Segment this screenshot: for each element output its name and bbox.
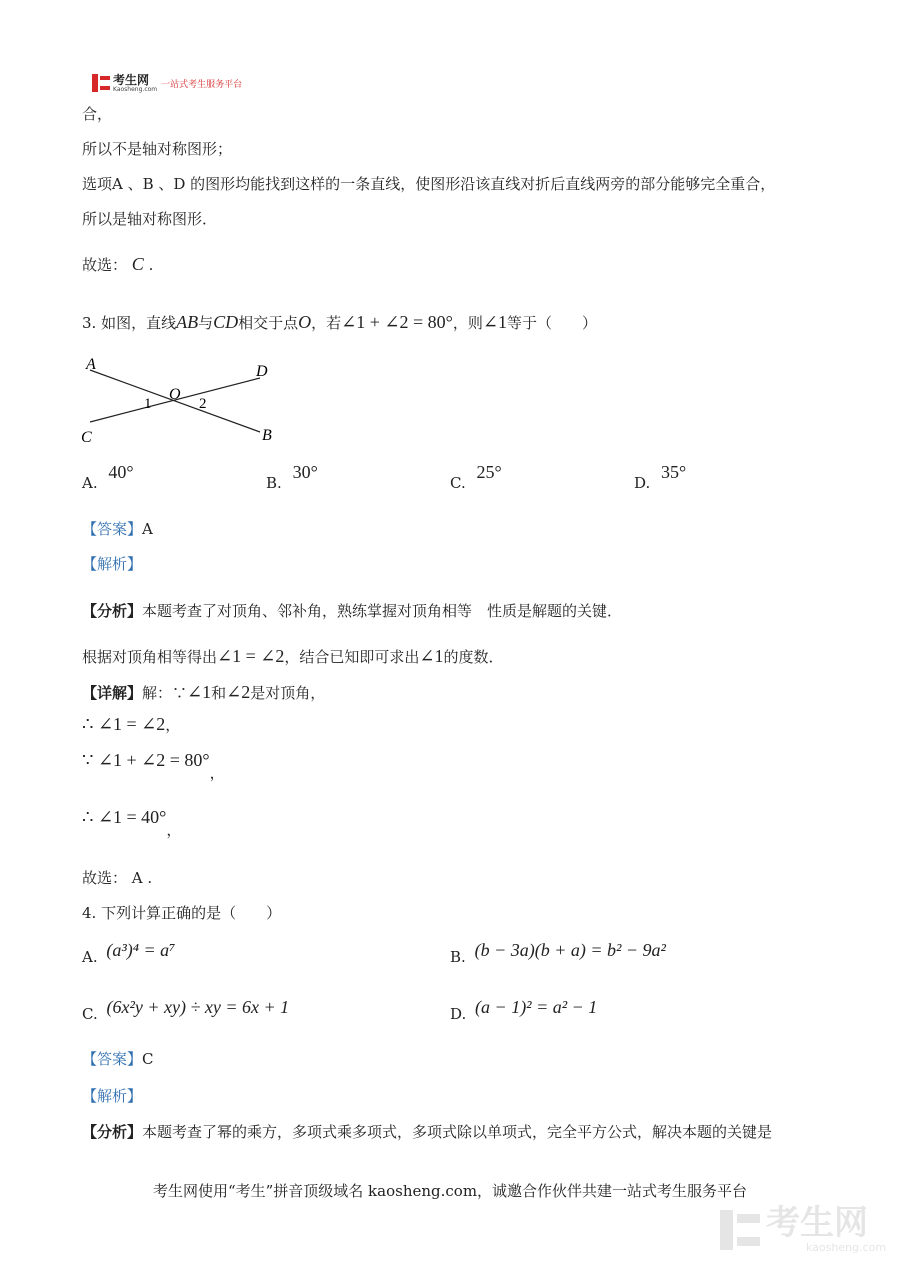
q3-condition: ∠1 + ∠2 = 80°: [341, 312, 453, 332]
q3-analysis-tag: 【解析】: [82, 555, 143, 573]
q4-stem: [82, 903, 281, 923]
q3-figure: [78, 352, 288, 452]
q3-stem-e: ，则: [452, 314, 483, 332]
q4-analysis-tag: 【解析】: [82, 1087, 143, 1105]
q3-stem-b: 与: [198, 314, 214, 332]
watermark-domain: kaosheng.com: [806, 1241, 887, 1254]
label-b: B: [262, 427, 272, 444]
q3-method: [82, 646, 503, 667]
q3-option-b-label: B.: [266, 474, 282, 492]
prev-answer-letter: C: [131, 254, 144, 274]
q3-detail-and: 和: [211, 684, 227, 702]
q3-option-c-label: C.: [450, 474, 466, 492]
q3-method-eq: ∠1 = ∠2: [217, 646, 285, 666]
q3-step-1-end: ，: [165, 716, 181, 734]
label-o: O: [169, 386, 181, 403]
label-c: C: [81, 429, 92, 446]
q3-option-a-label: A.: [82, 474, 98, 492]
q3-o: O: [298, 312, 312, 332]
q3-target: ∠1: [482, 312, 507, 332]
prev-line-3: 选项A 、B 、D 的图形均能找到这样的一条直线，使图形沿该直线对折后直线两旁的部分能够完全重合，: [82, 175, 776, 193]
q3-final: [82, 868, 152, 888]
q3-detail-b: 是对顶角，: [250, 684, 326, 702]
prev-line-1: 合，: [82, 105, 113, 123]
q3-step-2-math: ∵ ∠1 + ∠2 = 80°: [82, 750, 210, 770]
logo-name: 考生网: [113, 72, 150, 87]
footer-text: 考生网使用“考生”拼音顶级域名 kaosheng.com，诚邀合作伙伴共建一站式考生服务平台: [152, 1182, 748, 1200]
q4-option-a-label: A.: [82, 948, 98, 966]
q3-stem-c: 相交于点: [238, 314, 299, 332]
q3-method-target: ∠1: [419, 646, 444, 666]
q3-option-c: [450, 462, 502, 493]
prev-line-4: 所以是轴对称图形．: [82, 210, 218, 228]
q3-detail-1: ∠1: [187, 682, 212, 702]
watermark-logo-icon: [720, 1210, 760, 1250]
q3-answer-value: A: [142, 520, 153, 538]
q3-step-1: [82, 714, 180, 735]
q4-option-a: [82, 940, 176, 967]
watermark: [720, 1205, 886, 1254]
q3-method-c: 的度数．: [443, 648, 504, 666]
prev-answer-prefix: 故选：: [82, 256, 128, 274]
q3-option-a: [82, 462, 134, 493]
q3-option-d-value: 35°: [661, 462, 687, 482]
q3-final-letter: A: [131, 869, 143, 887]
q4-option-b-value: (b − 3a)(b + a) = b² − 9a²: [474, 940, 666, 960]
logo-domain: Kaosheng.com: [113, 85, 158, 93]
q4-fenxi-tag: 【分析】: [82, 1123, 143, 1141]
q4-option-a-value: (a³)⁴ = a⁷: [106, 940, 176, 960]
q4-fenxi: [82, 1122, 772, 1142]
q3-option-c-value: 25°: [476, 462, 502, 482]
q4-answer-value: C: [142, 1050, 154, 1068]
q3-step-2: [82, 750, 225, 782]
q3-fenxi-tag: 【分析】: [82, 602, 143, 620]
q3-detail-tag: 【详解】: [82, 684, 143, 702]
q3-final-suffix: .: [147, 869, 153, 887]
q3-step-3-end: ，: [166, 821, 182, 839]
watermark-text: [766, 1205, 886, 1254]
label-d: D: [256, 363, 268, 380]
q3-step-3-math: ∴ ∠1 = 40°: [82, 807, 167, 827]
q4-option-d-value: (a − 1)² = a² − 1: [475, 997, 598, 1017]
prev-line-2: 所以不是轴对称图形；: [82, 140, 233, 158]
q3-answer-tag: 【答案】: [82, 520, 143, 538]
prev-answer-suffix: .: [148, 256, 154, 274]
q3-detail-a: 解：∵: [142, 684, 188, 702]
watermark-name: 考生网: [766, 1203, 868, 1243]
q4-option-c: [82, 997, 290, 1024]
label-angle-2: 2: [199, 396, 207, 412]
q3-fenxi: [82, 601, 622, 621]
q3-stem: [82, 312, 597, 333]
header-logo: [92, 72, 242, 94]
label-angle-1: 1: [144, 396, 152, 412]
q4-option-c-value: (6x²y + xy) ÷ xy = 6x + 1: [106, 997, 290, 1017]
logo-slogan: 一站式考生服务平台: [161, 79, 243, 90]
q3-step-3: [82, 807, 182, 839]
q3-stem-d: ，若: [311, 314, 342, 332]
q3-detail: [82, 682, 325, 703]
q3-option-d: [634, 462, 687, 493]
q3-option-b: [266, 462, 318, 493]
prev-answer: [82, 254, 153, 275]
q3-ab: AB: [176, 312, 199, 332]
q3-final-prefix: 故选：: [82, 869, 128, 887]
q3-step-2-end: ，: [209, 764, 225, 782]
q3-stem-f: 等于（ ）: [506, 314, 597, 332]
label-a: A: [86, 356, 96, 373]
q4-option-b-label: B.: [450, 948, 466, 966]
q3-answer: [82, 519, 153, 539]
q3-stem-a: 如图，直线: [101, 314, 177, 332]
q4-option-d: [450, 997, 598, 1024]
q4-answer: [82, 1049, 154, 1069]
q3-step-1-math: ∴ ∠1 = ∠2: [82, 714, 166, 734]
q3-fenxi-text: 本题考查了对顶角、邻补角，熟练掌握对顶角相等 性质是解题的关键．: [142, 602, 623, 620]
q3-cd: CD: [213, 312, 239, 332]
q3-option-a-value: 40°: [108, 462, 134, 482]
kaosheng-logo-icon: [92, 74, 110, 92]
q4-fenxi-text: 本题考查了幂的乘方，多项式乘多项式，多项式除以单项式，完全平方公式，解决本题的关键是: [142, 1123, 773, 1141]
q3-method-a: 根据对顶角相等得出: [82, 648, 218, 666]
q3-option-d-label: D.: [634, 474, 651, 492]
q4-option-c-label: C.: [82, 1005, 98, 1023]
q4-option-d-label: D.: [450, 1005, 467, 1023]
q4-stem-text: 下列计算正确的是（ ）: [101, 904, 282, 922]
q4-answer-tag: 【答案】: [82, 1050, 143, 1068]
q3-option-b-value: 30°: [292, 462, 318, 482]
q4-option-b: [450, 940, 666, 967]
q3-number: 3.: [82, 314, 97, 332]
q3-method-b: ，结合已知即可求出: [284, 648, 420, 666]
q3-detail-2: ∠2: [226, 682, 251, 702]
q4-number: 4.: [82, 904, 97, 922]
logo-text: [113, 74, 157, 93]
